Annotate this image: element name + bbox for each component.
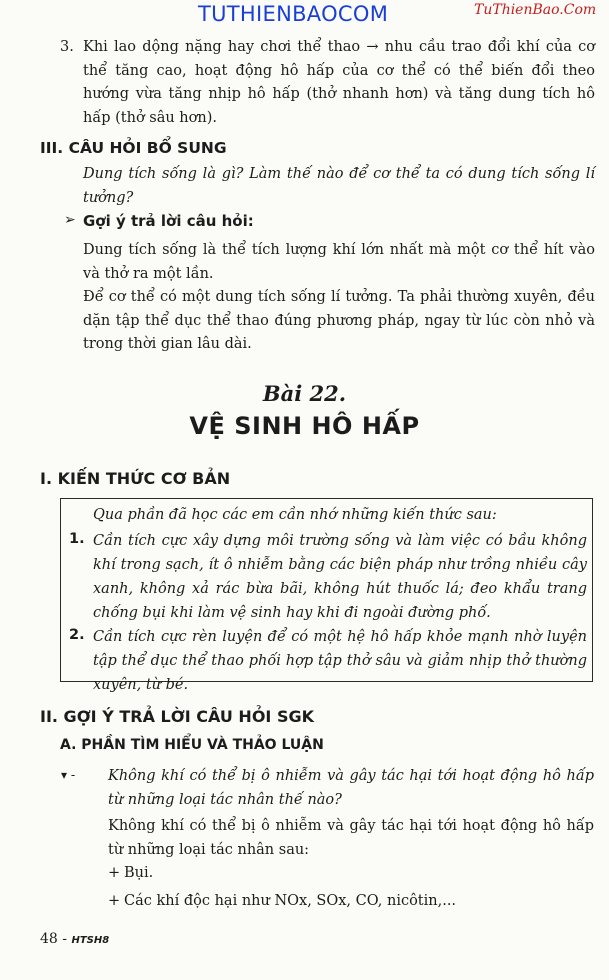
section-heading: I. KIẾN THỨC CƠ BẢN [40, 469, 231, 488]
subsection-heading: A. PHẦN TÌM HIỂU VÀ THẢO LUẬN [60, 737, 324, 753]
arrow-bullet-icon: ➢ [64, 212, 76, 228]
plus-bullet-icon: + [108, 865, 121, 881]
item-number: 1. [69, 531, 85, 547]
lesson-number: Bài 22. [262, 381, 347, 406]
lesson-title: VỆ SINH HÔ HẤP [189, 412, 420, 440]
list-item: Bụi. [124, 865, 154, 881]
section-heading: II. GỢI Ý TRẢ LỜI CÂU HỎI SGK [40, 707, 314, 726]
triangle-bullet-icon: ▾ - [61, 768, 76, 782]
section-heading: III. CÂU HỎI BỔ SUNG [40, 139, 227, 157]
answer-paragraph: Dung tích sống là thể tích lượng khí lớn nhất mà một cơ thể hít vào và thở ra một lần. [83, 242, 595, 282]
page-number: 48 - [40, 931, 67, 947]
summary-item: Cần tích cực xây dựng môi trường sống và làm việc có bầu không khí trong sạch, ít ô nhiễm bằng các biện pháp như trồng nhiều cây xanh, không xả rác bừa bãi, không hút thuốc lá; đeo khẩu trang chống bụi khi làm vệ sinh hay khi đi ngoài đường phố. [93, 533, 587, 621]
summary-box [60, 498, 593, 693]
item-text: Khi lao dộng nặng hay chơi thể thao → nhu cầu trao đổi khí của cơ thể tăng cao, hoạt động hô hấp của cơ thể có thể biến đổi theo hướng vừa tăng nhịp hô hấp (thở nhanh hơn) và tăng dung tích hô hấp (thở sâu hơn). [83, 39, 595, 126]
sgk-answer: Không khí có thể bị ô nhiễm và gây tác hại tới hoạt động hô hấp từ những loại tác nhân sau: [108, 818, 594, 858]
supplementary-question: Dung tích sống là gì? Làm thế nào để cơ thể ta có dung tích sống lí tưởng? [83, 166, 595, 206]
answer-paragraph: Để cơ thể có một dung tích sống lí tưởng. Ta phải thường xuyên, đều dặn tập thể dục thể thao đúng phương pháp, ngay từ lúc còn nhỏ và trong thời gian lâu dài. [83, 289, 595, 352]
summary-item: Cần tích cực rèn luyện để có một hệ hô hấp khỏe mạnh nhờ luyện tập thể dục thể thao phối hợp tập thở sâu và giảm nhịp thở thường xuyên, từ bé. [93, 629, 587, 693]
sgk-question: Không khí có thể bị ô nhiễm và gây tác hại tới hoạt động hô hấp từ những loại tác nhân thế nào? [108, 768, 594, 808]
book-code: HTSH8 [71, 935, 110, 946]
item-number: 2. [69, 627, 85, 643]
list-item: Các khí độc hại như NOx, SOx, CO, nicôtin,... [124, 893, 457, 909]
watermark-logo-text: TuThienBao.Com [474, 2, 597, 18]
page-footer [40, 931, 109, 947]
watermark-text: TUTHIENBAOCOM [198, 2, 389, 26]
item-number: 3. [60, 39, 74, 55]
plus-bullet-icon: + [108, 893, 121, 909]
hint-heading: Gợi ý trả lời câu hỏi: [83, 212, 254, 230]
summary-intro: Qua phần đã học các em cần nhớ những kiến thức sau: [93, 507, 497, 523]
